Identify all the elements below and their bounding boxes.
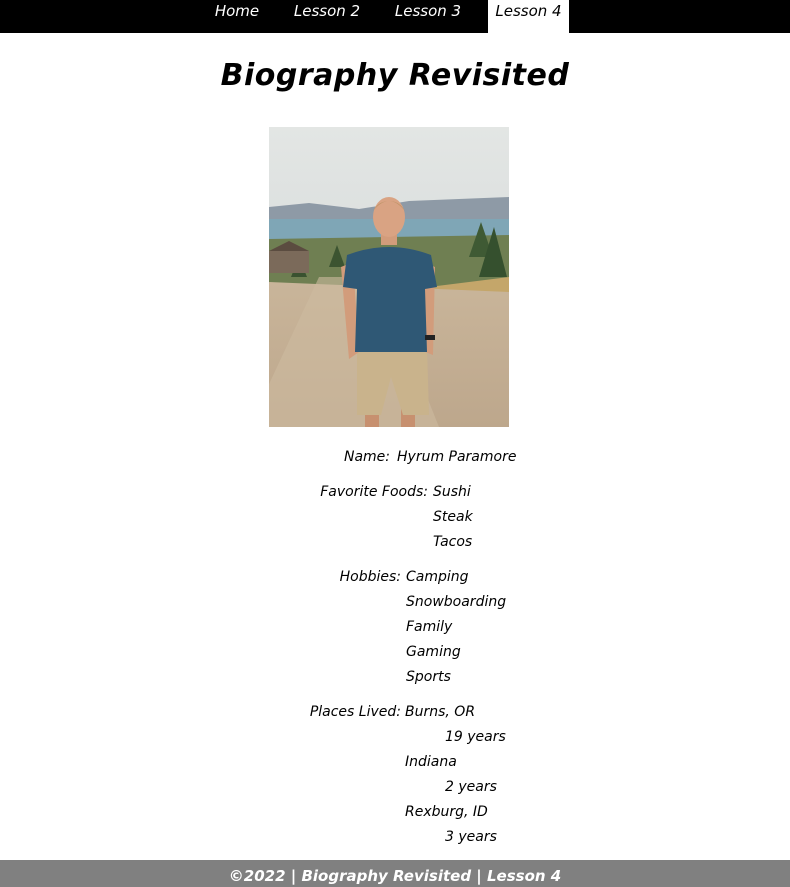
name-value: Hyrum Paramore bbox=[397, 449, 517, 465]
top-nav bbox=[0, 0, 790, 33]
foods-label: Favorite Foods: bbox=[320, 484, 428, 500]
name-label: Name: bbox=[343, 449, 390, 465]
hobby-item: Camping bbox=[406, 569, 469, 585]
place-duration: 2 years bbox=[445, 779, 497, 795]
place-duration: 3 years bbox=[445, 829, 497, 845]
hobby-item: Gaming bbox=[406, 644, 461, 660]
hobby-item: Snowboarding bbox=[406, 594, 507, 610]
nav-home-link[interactable]: Home bbox=[214, 2, 260, 20]
place-name: Indiana bbox=[405, 754, 457, 770]
nav-lesson-2-link[interactable]: Lesson 2 bbox=[293, 2, 361, 20]
portrait-photo bbox=[269, 127, 509, 427]
place-name: Rexburg, ID bbox=[405, 804, 488, 820]
food-item: Steak bbox=[433, 509, 473, 525]
food-item: Sushi bbox=[433, 484, 471, 500]
place-name: Burns, OR bbox=[405, 704, 476, 720]
places-label: Places Lived: bbox=[309, 704, 401, 720]
page-footer: ©2022 | Biography Revisited | Lesson 4 bbox=[0, 860, 790, 887]
nav-lesson-3-link[interactable]: Lesson 3 bbox=[394, 2, 462, 20]
hobby-item: Family bbox=[406, 619, 453, 635]
nav-lesson-4-link[interactable]: Lesson 4 bbox=[488, 0, 569, 33]
hobby-item: Sports bbox=[406, 669, 451, 685]
hobbies-label: Hobbies: bbox=[339, 569, 401, 585]
food-item: Tacos bbox=[433, 534, 473, 550]
place-duration: 19 years bbox=[445, 729, 506, 745]
page-title: Biography Revisited bbox=[220, 58, 570, 93]
